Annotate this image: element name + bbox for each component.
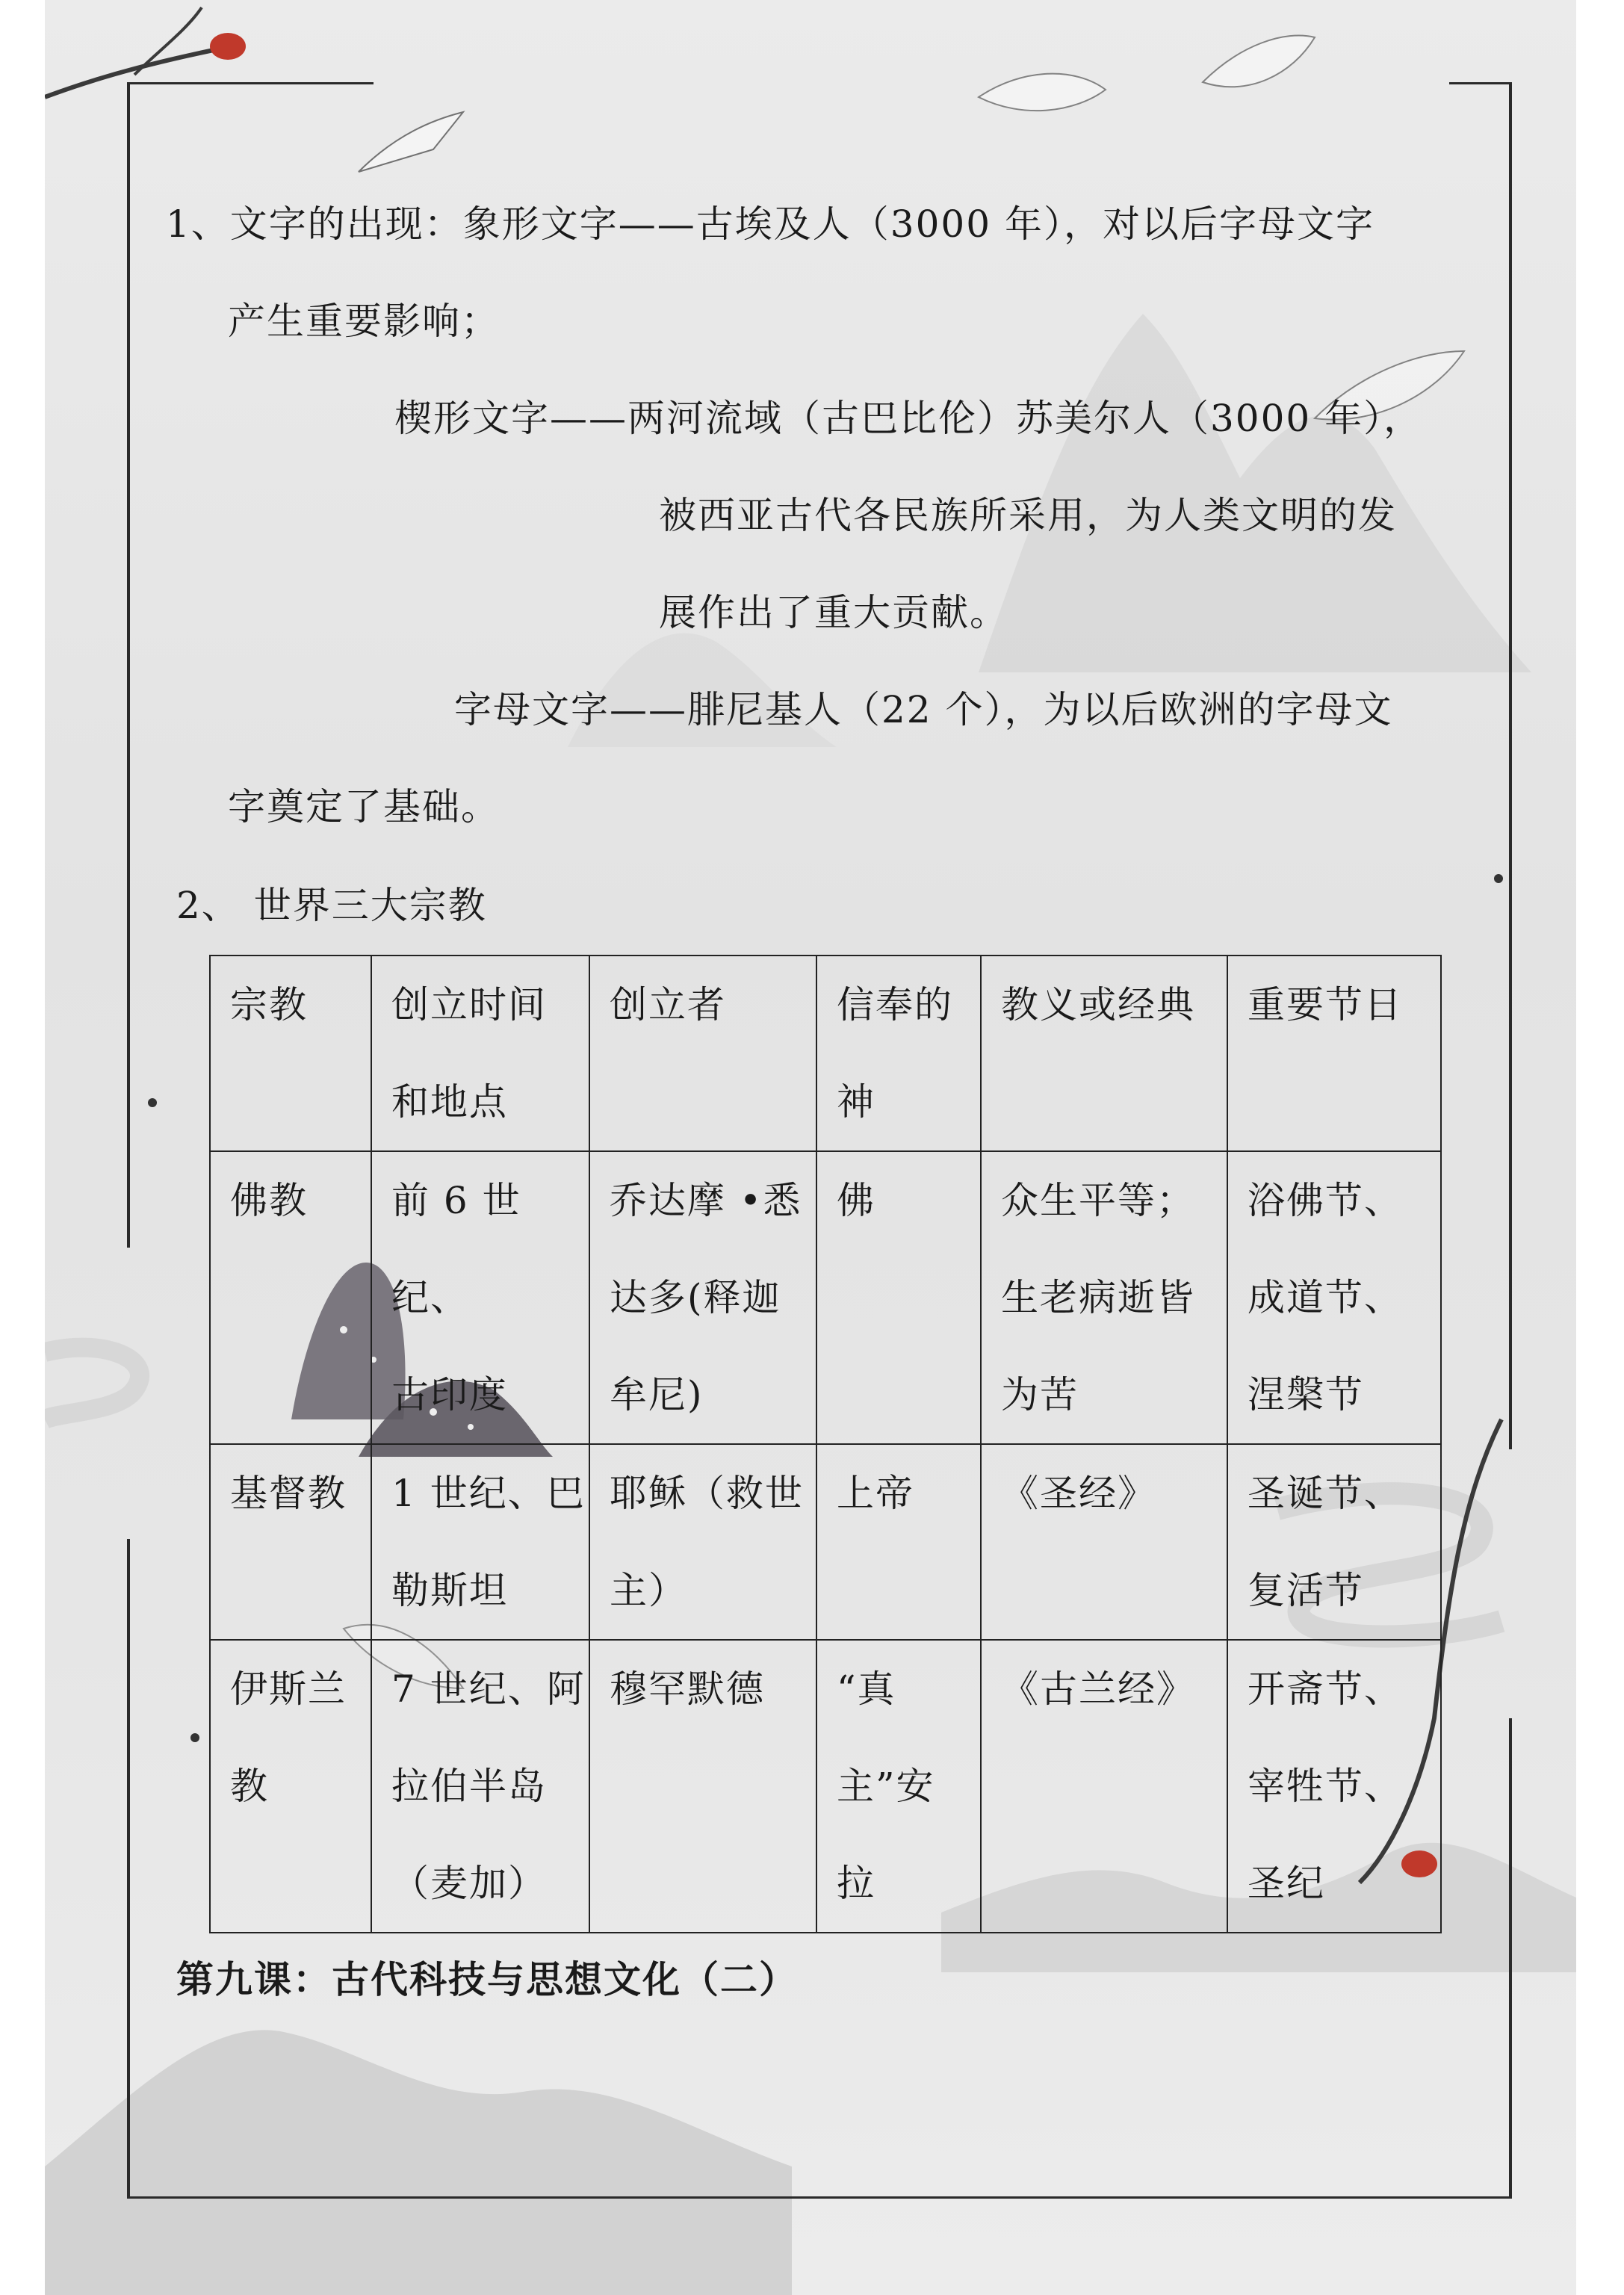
header-cell-festivals: 重要节日 — [1227, 956, 1441, 1151]
table-cell: 伊斯兰 教 — [210, 1640, 371, 1933]
frame-right-line — [1509, 82, 1512, 1449]
text-line: 被西亚古代各民族所采用，为人类文明的发 — [659, 494, 1397, 537]
section-heading: 2、 世界三大宗教 — [176, 884, 487, 927]
text-line: 字母文字——腓尼基人（22 个），为以后欧洲的字母文 — [454, 688, 1393, 731]
header-cell-deity: 信奉的 神 — [816, 956, 981, 1151]
table-row-christianity — [210, 1444, 1441, 1640]
table-cell: 佛 — [816, 1151, 981, 1444]
text-line: 展作出了重大贡献。 — [659, 591, 1008, 634]
header-cell-doctrine: 教义或经典 — [981, 956, 1227, 1151]
table-cell: 基督教 — [210, 1444, 371, 1640]
frame-right-lower-line — [1509, 1718, 1512, 2196]
lesson-title: 第九课：古代科技与思想文化（二） — [176, 1957, 798, 2001]
table-cell: 《圣经》 — [981, 1444, 1227, 1640]
text-line: 1、文字的出现：象形文字——古埃及人（3000 年），对以后字母文字 — [166, 202, 1374, 246]
table-header-row — [210, 956, 1441, 1151]
header-cell-religion: 宗教 — [210, 956, 371, 1151]
text-line: 字奠定了基础。 — [228, 785, 500, 829]
table-cell: 圣诞节、 复活节 — [1227, 1444, 1441, 1640]
table-cell: 7 世纪、阿 拉伯半岛 （麦加） — [371, 1640, 589, 1933]
table-cell: 浴佛节、 成道节、 涅槃节 — [1227, 1151, 1441, 1444]
table-cell: “真 主”安 拉 — [816, 1640, 981, 1933]
religions-table — [209, 955, 1442, 1933]
table-cell: 众生平等； 生老病逝皆 为苦 — [981, 1151, 1227, 1444]
frame-top-right-line — [1449, 82, 1512, 84]
frame-dot — [148, 1098, 157, 1107]
table-row-buddhism — [210, 1151, 1441, 1444]
frame-bottom-line — [127, 2196, 1512, 2199]
table-cell: 上帝 — [816, 1444, 981, 1640]
frame-dot — [1494, 874, 1503, 883]
table-cell: 开斋节、 宰牲节、 圣纪 — [1227, 1640, 1441, 1933]
table-cell: 穆罕默德 — [589, 1640, 816, 1933]
frame-dot — [190, 1733, 199, 1742]
text-line: 楔形文字——两河流域（古巴比伦）苏美尔人（3000 年）， — [394, 397, 1423, 440]
table-cell: 耶稣（救世 主） — [589, 1444, 816, 1640]
table-cell: 乔达摩 •悉 达多(释迦 牟尼) — [589, 1151, 816, 1444]
table-cell: 佛教 — [210, 1151, 371, 1444]
frame-left-lower-line — [127, 1539, 130, 2196]
frame-left-line — [127, 82, 130, 1248]
table-cell: 1 世纪、巴 勒斯坦 — [371, 1444, 589, 1640]
text-line: 产生重要影响； — [228, 300, 500, 343]
header-cell-founder: 创立者 — [589, 956, 816, 1151]
header-cell-founding-time-place: 创立时间 和地点 — [371, 956, 589, 1151]
table-cell: 《古兰经》 — [981, 1640, 1227, 1933]
table-cell: 前 6 世纪、 古印度 — [371, 1151, 589, 1444]
frame-top-left-line — [127, 82, 374, 84]
table-row-islam — [210, 1640, 1441, 1933]
